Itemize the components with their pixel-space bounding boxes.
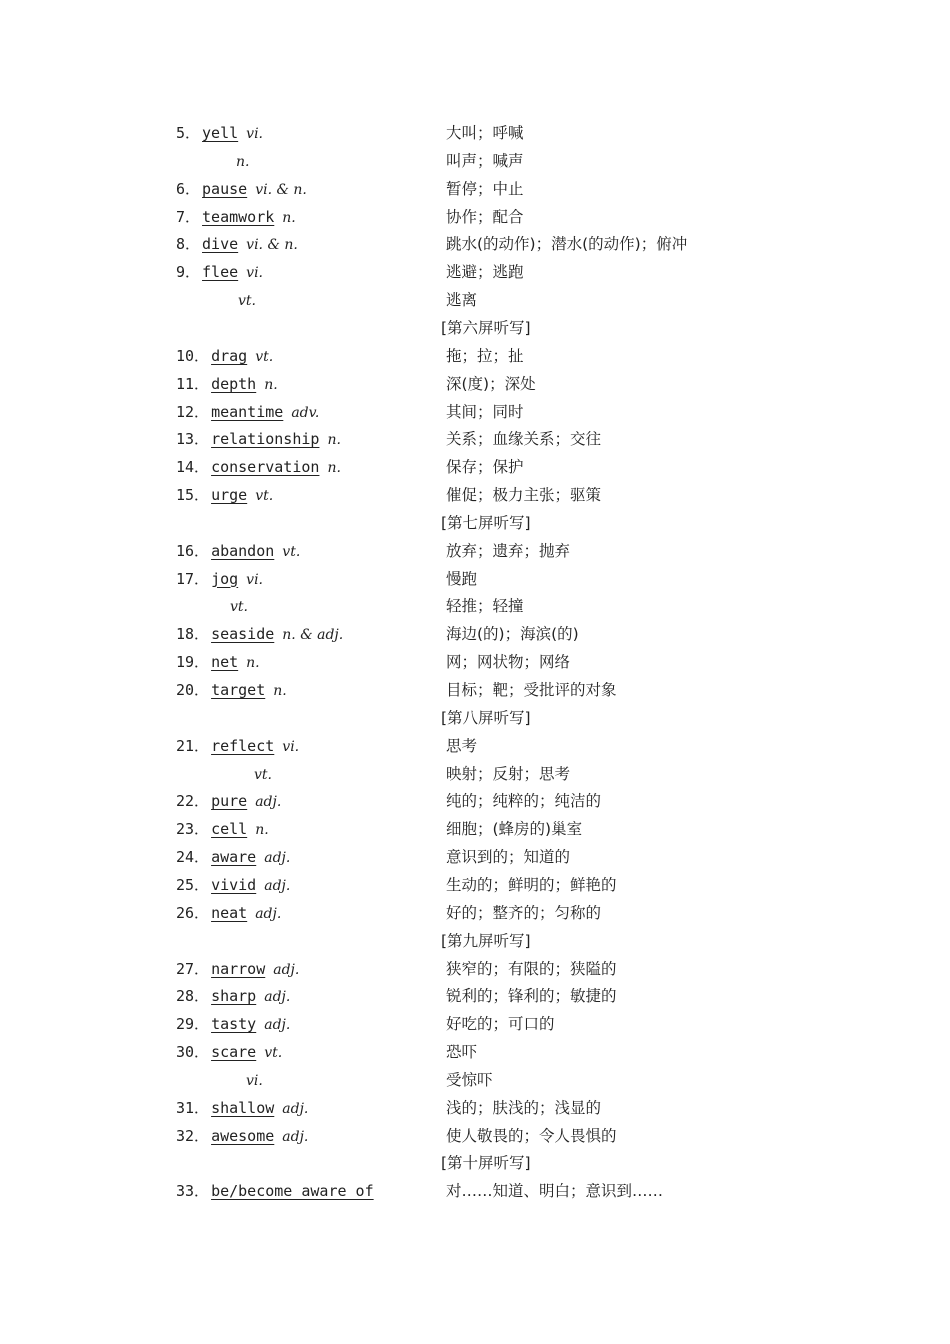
entry-term	[176, 680, 287, 701]
entry-term	[176, 959, 299, 980]
entry-number: 14．	[176, 458, 210, 477]
entry-word: dive	[202, 235, 239, 254]
vocab-entry	[0, 986, 950, 1014]
entry-term	[176, 903, 281, 924]
entry-word: be/become aware of	[211, 1182, 374, 1201]
entry-term	[176, 624, 343, 645]
entry-word: jog	[211, 569, 239, 588]
part-of-speech: vt.	[230, 599, 248, 616]
entry-meaning: 催促；极力主张；驱策	[446, 486, 602, 505]
entry-term	[176, 179, 307, 200]
entry-word: awesome	[211, 1126, 275, 1145]
entry-term	[176, 1042, 282, 1063]
vocab-entry	[0, 123, 950, 151]
section-title: [第七屏听写]	[441, 513, 531, 532]
vocab-entry	[0, 680, 950, 708]
entry-term	[238, 290, 256, 311]
entry-meaning: 关系；血缘关系；交往	[446, 430, 602, 449]
entry-meaning: 思考	[446, 736, 478, 755]
entry-meaning: 其间；同时	[446, 402, 524, 421]
entry-term	[176, 569, 263, 590]
vocab-entry	[0, 541, 950, 569]
entry-meaning: 保存；保护	[446, 458, 524, 477]
entry-number: 7．	[176, 207, 201, 226]
entry-word: meantime	[211, 402, 284, 421]
entry-number: 12．	[176, 402, 210, 421]
part-of-speech: vi. & n.	[255, 181, 307, 198]
part-of-speech: vi.	[282, 738, 300, 755]
entry-number: 16．	[176, 541, 210, 560]
entry-meaning: 暂停；中止	[446, 179, 524, 198]
entry-word: yell	[202, 124, 239, 142]
vocab-entry	[0, 207, 950, 235]
entry-number: 29．	[176, 1015, 210, 1034]
entry-number: 8．	[176, 235, 201, 254]
entry-term	[176, 1126, 308, 1147]
part-of-speech: adj.	[282, 1100, 309, 1117]
entry-term	[176, 429, 341, 450]
part-of-speech: adj.	[273, 961, 300, 978]
entry-word: tasty	[211, 1015, 257, 1034]
entry-number: 11．	[176, 374, 210, 393]
entry-meaning: 跳水(的动作)；潜水(的动作)；俯冲	[446, 235, 688, 254]
entry-meaning: 恐吓	[446, 1043, 478, 1062]
entry-meaning: 好的；整齐的；匀称的	[446, 903, 602, 922]
vocab-entry	[0, 652, 950, 680]
entry-meaning: 海边(的)；海滨(的)	[446, 625, 579, 644]
part-of-speech: adj.	[264, 1017, 291, 1034]
part-of-speech: adj.	[255, 794, 282, 811]
vocab-entry	[0, 429, 950, 457]
entry-number: 33．	[176, 1182, 210, 1201]
entry-word: narrow	[211, 959, 266, 978]
entry-word: flee	[202, 263, 239, 282]
entry-meaning: 叫声；喊声	[446, 151, 524, 170]
entry-word: scare	[211, 1043, 257, 1062]
vocab-entry	[0, 569, 950, 597]
entry-meaning: 锐利的；锋利的；敏捷的	[446, 987, 617, 1006]
entry-word: relationship	[211, 430, 320, 449]
part-of-speech: adv.	[291, 404, 320, 421]
entry-term	[176, 346, 273, 367]
entry-meaning: 放弃；遗弃；抛弃	[446, 541, 571, 560]
entry-number: 26．	[176, 903, 210, 922]
part-of-speech: vt.	[264, 1045, 283, 1062]
entry-meaning: 浅的；肤浅的；浅显的	[446, 1098, 602, 1117]
vocab-entry	[0, 1070, 950, 1098]
entry-term	[176, 875, 290, 896]
entry-word: seaside	[211, 625, 275, 644]
entry-number: 17．	[176, 569, 210, 588]
entry-word: depth	[211, 374, 257, 393]
part-of-speech: vt.	[238, 293, 256, 310]
part-of-speech: n.	[327, 460, 341, 477]
part-of-speech: adj.	[264, 877, 291, 894]
part-of-speech: adj.	[264, 989, 291, 1006]
entry-number: 20．	[176, 681, 210, 699]
entry-word: abandon	[211, 541, 275, 560]
vocab-entry	[0, 959, 950, 987]
section-title: [第八屏听写]	[441, 708, 531, 727]
entry-word: pure	[211, 792, 248, 811]
entry-word: aware	[211, 848, 257, 867]
part-of-speech: n.	[282, 209, 296, 226]
entry-word: shallow	[211, 1098, 275, 1117]
entry-word: teamwork	[202, 207, 275, 226]
part-of-speech: vi.	[246, 265, 263, 282]
entry-word: conservation	[211, 458, 320, 477]
vocab-entry	[0, 764, 950, 792]
entry-number: 30．	[176, 1043, 210, 1062]
entry-word: target	[211, 681, 266, 699]
vocab-entry	[0, 485, 950, 513]
section-header	[0, 1153, 950, 1181]
entry-number: 24．	[176, 848, 210, 867]
part-of-speech: vt.	[254, 766, 272, 783]
entry-term	[176, 1098, 308, 1119]
part-of-speech: adj.	[264, 850, 291, 867]
part-of-speech: vi. & n.	[246, 237, 298, 254]
vocab-entry	[0, 596, 950, 624]
vocab-entry	[0, 1014, 950, 1042]
vocab-entry	[0, 402, 950, 430]
vocab-entry	[0, 374, 950, 402]
entry-meaning: 逃离	[446, 291, 478, 310]
entry-term	[176, 402, 319, 423]
entry-word: urge	[211, 486, 248, 505]
part-of-speech: vi.	[246, 126, 263, 142]
vocab-entry	[0, 875, 950, 903]
vocab-entry	[0, 1181, 950, 1209]
part-of-speech: vi.	[246, 571, 263, 588]
vocab-entry	[0, 819, 950, 847]
entry-meaning: 大叫；呼喊	[446, 124, 524, 142]
entry-word: drag	[211, 346, 248, 365]
part-of-speech: n.	[255, 822, 269, 839]
entry-term	[230, 596, 248, 617]
entry-term	[176, 736, 299, 757]
entry-meaning: 协作；配合	[446, 207, 524, 226]
section-header	[0, 318, 950, 346]
entry-word: pause	[202, 179, 248, 198]
entry-word: sharp	[211, 987, 257, 1006]
vocab-entry	[0, 624, 950, 652]
vocab-entry	[0, 791, 950, 819]
entry-meaning: 意识到的；知道的	[446, 848, 571, 867]
vocab-entry	[0, 290, 950, 318]
entry-number: 21．	[176, 736, 210, 755]
part-of-speech: n.	[327, 432, 341, 449]
entry-term	[176, 1181, 374, 1201]
entry-word: neat	[211, 903, 248, 922]
entry-term	[176, 541, 300, 562]
entry-meaning: 拖；拉；扯	[446, 346, 524, 365]
entry-meaning: 纯的；纯粹的；纯洁的	[446, 792, 602, 811]
entry-term	[176, 819, 269, 840]
entry-meaning: 网；网状物；网络	[446, 653, 571, 672]
vocab-entry	[0, 903, 950, 931]
section-title: [第十屏听写]	[441, 1154, 531, 1173]
section-title: [第九屏听写]	[441, 931, 531, 950]
part-of-speech: adj.	[282, 1128, 309, 1145]
entry-term	[176, 986, 290, 1007]
entry-number: 25．	[176, 875, 210, 894]
vocab-entry	[0, 234, 950, 262]
vocab-entry	[0, 736, 950, 764]
vocab-entry	[0, 457, 950, 485]
entry-number: 27．	[176, 959, 210, 978]
section-title: [第六屏听写]	[441, 318, 531, 337]
entry-meaning: 好吃的；可口的	[446, 1015, 555, 1034]
entry-term	[176, 791, 281, 812]
entry-term	[176, 485, 273, 506]
entry-meaning: 狭窄的；有限的；狭隘的	[446, 959, 617, 978]
entry-number: 13．	[176, 430, 210, 449]
part-of-speech: n.	[236, 153, 250, 170]
entry-term	[176, 207, 296, 228]
part-of-speech: n.	[246, 655, 260, 672]
entry-meaning: 深(度)；深处	[446, 374, 536, 393]
part-of-speech: adj.	[255, 905, 282, 922]
entry-term	[176, 1014, 290, 1035]
entry-meaning: 生动的；鲜明的；鲜艳的	[446, 875, 617, 894]
vocab-entry	[0, 1126, 950, 1154]
vocab-entry	[0, 346, 950, 374]
section-header	[0, 708, 950, 736]
entry-meaning: 对……知道、明白；意识到……	[446, 1182, 664, 1201]
part-of-speech: n.	[273, 683, 287, 699]
section-header	[0, 513, 950, 541]
entry-term	[176, 234, 298, 255]
entry-meaning: 映射；反射；思考	[446, 764, 571, 783]
part-of-speech: n.	[264, 376, 278, 393]
part-of-speech: n. & adj.	[282, 627, 344, 644]
entry-word: net	[211, 653, 239, 672]
vocab-entry	[0, 179, 950, 207]
entry-number: 19．	[176, 653, 210, 672]
part-of-speech: vt.	[282, 543, 301, 560]
entry-term	[176, 652, 260, 673]
vocab-entry	[0, 1042, 950, 1070]
entry-number: 28．	[176, 987, 210, 1006]
entry-term	[176, 123, 263, 144]
entry-term	[236, 151, 249, 172]
section-header	[0, 931, 950, 959]
entry-meaning: 轻推；轻撞	[446, 597, 524, 616]
entry-meaning: 目标；靶；受批评的对象	[446, 681, 617, 699]
entry-number: 31．	[176, 1098, 210, 1117]
entry-number: 6．	[176, 179, 201, 198]
entry-term	[246, 1070, 263, 1091]
entry-word: reflect	[211, 736, 275, 755]
entry-meaning: 细胞；(蜂房的)巢室	[446, 820, 583, 839]
entry-term	[254, 764, 272, 785]
entry-meaning: 逃避；逃跑	[446, 263, 524, 282]
entry-meaning: 受惊吓	[446, 1070, 493, 1089]
entry-number: 23．	[176, 820, 210, 839]
entry-number: 5．	[176, 124, 201, 142]
entry-word: cell	[211, 820, 248, 839]
entry-term	[176, 457, 341, 478]
entry-meaning: 使人敬畏的；令人畏惧的	[446, 1126, 617, 1145]
entry-meaning: 慢跑	[446, 569, 478, 588]
entry-number: 10．	[176, 346, 210, 365]
entry-number: 22．	[176, 792, 210, 811]
entry-number: 15．	[176, 486, 210, 505]
entry-term	[176, 262, 263, 283]
vocab-entry	[0, 847, 950, 875]
entry-word: vivid	[211, 875, 257, 894]
entry-number: 32．	[176, 1126, 210, 1145]
entry-term	[176, 847, 290, 868]
entry-number: 9．	[176, 263, 201, 282]
part-of-speech: vt.	[255, 348, 274, 365]
vocab-entry	[0, 262, 950, 290]
part-of-speech: vt.	[255, 488, 274, 505]
part-of-speech: vi.	[246, 1072, 263, 1089]
vocab-entry	[0, 1098, 950, 1126]
entry-term	[176, 374, 278, 395]
vocab-entry	[0, 151, 950, 179]
entry-number: 18．	[176, 625, 210, 644]
